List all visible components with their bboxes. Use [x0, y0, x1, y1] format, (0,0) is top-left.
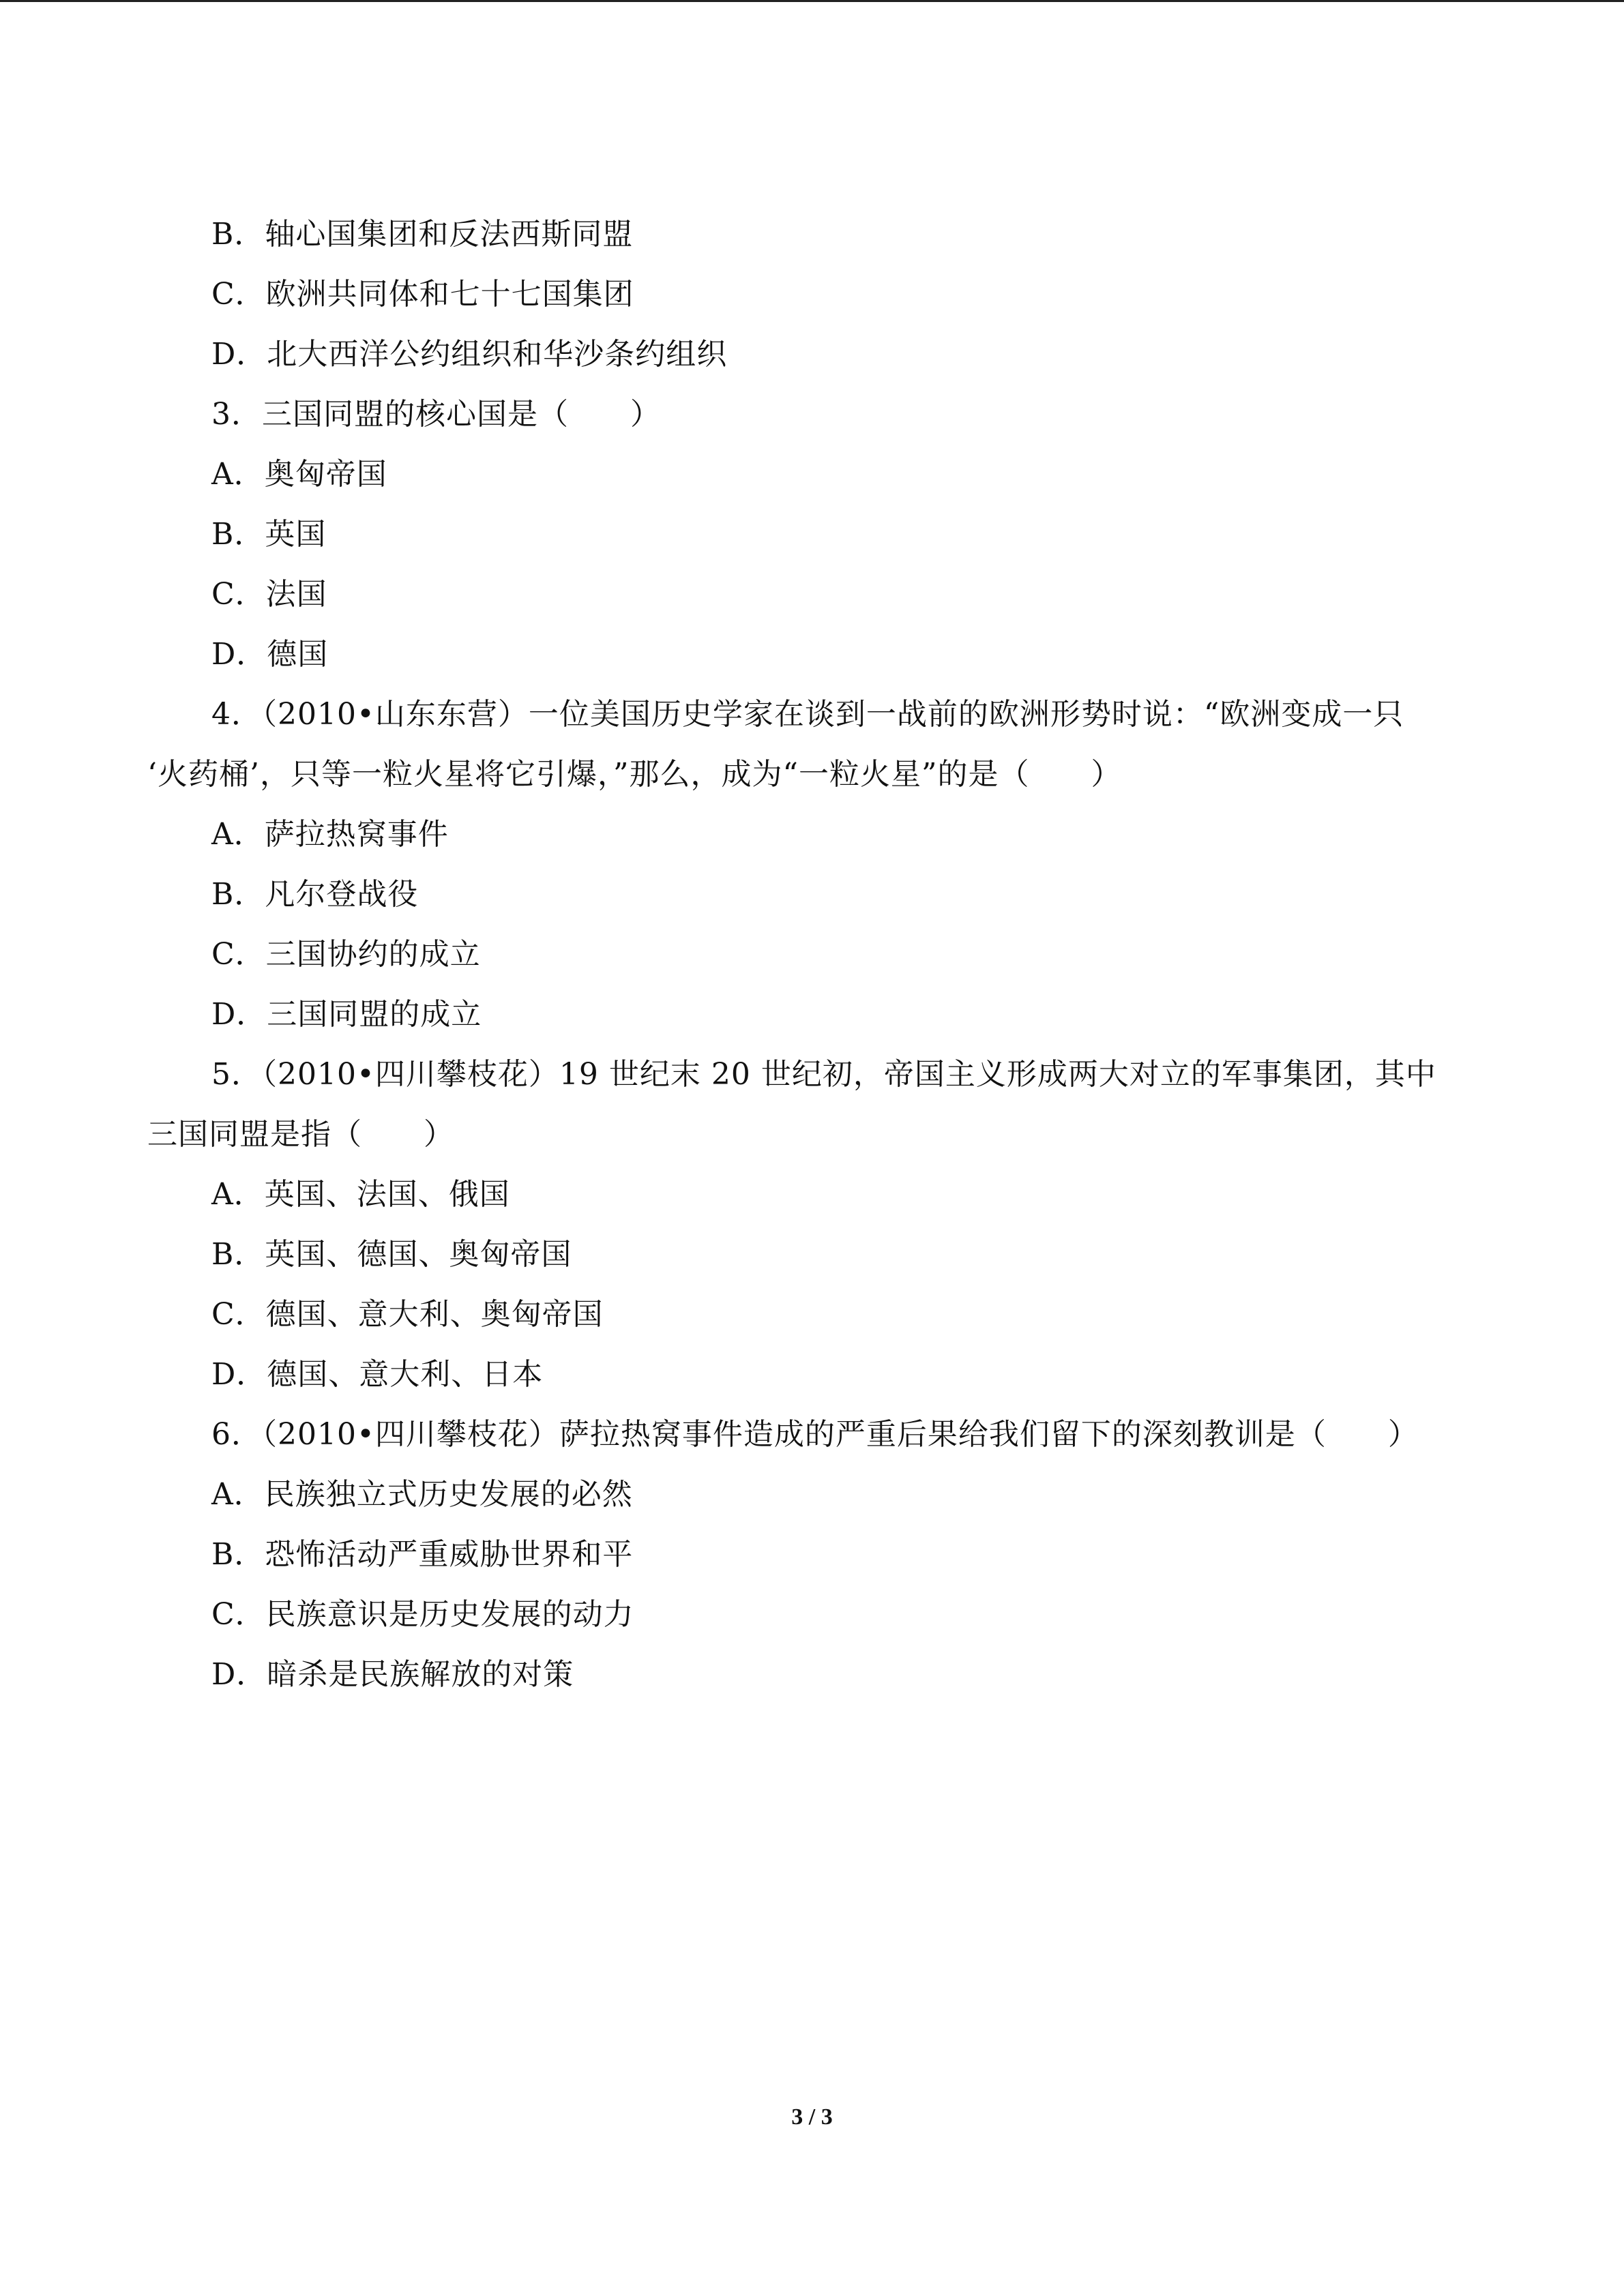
option-line: C．德国、意大利、奥匈帝国	[211, 1297, 604, 1332]
option-line: C．法国	[211, 577, 327, 612]
option-line: B．英国、德国、奥匈帝国	[211, 1237, 572, 1272]
option-line: A．奥匈帝国	[211, 457, 387, 492]
option-line: D．暗杀是民族解放的对策	[211, 1657, 574, 1692]
option-line: B．凡尔登战役	[211, 877, 419, 912]
question-line: 5．（2010•四川攀枝花）19 世纪末 20 世纪初，帝国主义形成两大对立的军事集团，其中	[211, 1057, 1436, 1092]
option-line: A．萨拉热窝事件	[211, 817, 449, 852]
option-line: A．英国、法国、俄国	[211, 1177, 510, 1212]
option-line: A．民族独立式历史发展的必然	[211, 1477, 633, 1512]
page-number: 3 / 3	[791, 2104, 833, 2130]
option-line: B．恐怖活动严重威胁世界和平	[211, 1537, 634, 1572]
option-line: C．民族意识是历史发展的动力	[211, 1597, 634, 1632]
option-line: B．英国	[211, 517, 327, 552]
option-line: D．德国	[211, 637, 329, 672]
question-line: 3．三国同盟的核心国是（ ）	[211, 397, 661, 432]
option-line: D．三国同盟的成立	[211, 997, 482, 1032]
option-line: C．欧洲共同体和七十七国集团	[211, 277, 634, 312]
option-line: B．轴心国集团和反法西斯同盟	[211, 217, 634, 252]
option-line: D．北大西洋公约组织和华沙条约组织	[211, 337, 728, 372]
option-line: D．德国、意大利、日本	[211, 1357, 544, 1392]
question-line-continued: 三国同盟是指（ ）	[147, 1117, 454, 1152]
question-line: 4．（2010•山东东营）一位美国历史学家在谈到一战前的欧洲形势时说：“欧洲变成一只	[211, 697, 1404, 732]
question-line: 6．（2010•四川攀枝花）萨拉热窝事件造成的严重后果给我们留下的深刻教训是（ ）	[211, 1417, 1419, 1452]
question-line-continued: ‘火药桶’，只等一粒火星将它引爆，”那么，成为“一粒火星”的是（ ）	[147, 757, 1122, 792]
option-line: C．三国协约的成立	[211, 937, 481, 972]
